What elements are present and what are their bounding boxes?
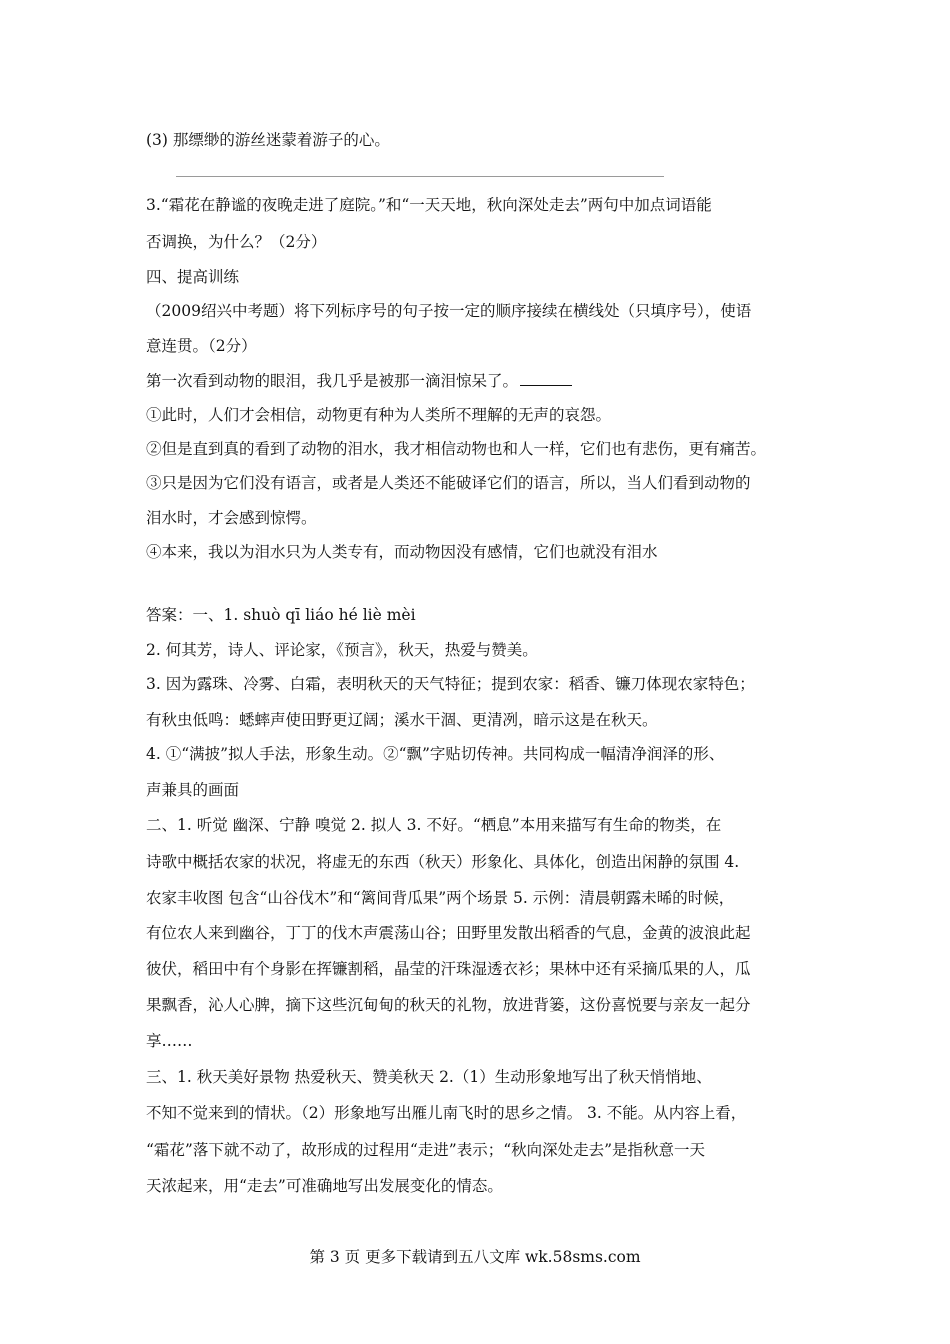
answer-key-part-1-line-2: 2. 何其芳，诗人、评论家，《预言》，秋天，热爱与赞美。: [146, 641, 538, 659]
section-heading-4: 四、提高训练: [146, 268, 240, 286]
page-footer: 第 3 页 更多下载请到五八文库 wk.58sms.com: [309, 1248, 641, 1266]
answer-key-part-2-line-7: 享……: [146, 1032, 193, 1050]
option-3-line-1: ③只是因为它们没有语言，或者是人类还不能破译它们的语言，所以，当人们看到动物的: [146, 474, 751, 492]
answer-key-part-2-line-3: 农家丰收图 包含“山谷伐木”和“篱间背瓜果”两个场景 5. 示例：清晨朝露未晞的时候，: [146, 889, 735, 907]
answer-key-part-2-line-6: 果飘香，沁人心脾，摘下这些沉甸甸的秋天的礼物，放进背篓，这份喜悦要与亲友一起分: [146, 996, 751, 1014]
exercise-instruction-line-1: （2009绍兴中考题）将下列标序号的句子按一定的顺序接续在横线处（只填序号），使语: [146, 302, 752, 320]
answer-key-part-1-line-6: 声兼具的画面: [146, 781, 240, 799]
answer-key-part-2-line-5: 彼伏，稻田中有个身影在挥镰割稻，晶莹的汗珠湿透衣衫；果林中还有采摘瓜果的人，瓜: [146, 960, 751, 978]
answer-key-part-3-line-4: 天浓起来，用“走去”可准确地写出发展变化的情态。: [146, 1177, 503, 1195]
answer-key-part-1-line-3: 3. 因为露珠、冷雾、白霜，表明秋天的天气特征；提到农家：稻香、镰刀体现农家特色；: [146, 675, 755, 693]
option-4: ④本来，我以为泪水只为人类专有，而动物因没有感情，它们也就没有泪水: [146, 543, 658, 561]
option-1: ①此时，人们才会相信，动物更有种为人类所不理解的无声的哀怨。: [146, 406, 612, 424]
answer-line-3: (3) 那缥缈的游丝迷蒙着游子的心。: [146, 131, 390, 149]
answer-key-part-1-line-1: 答案：一、1. shuò qī liáo hé liè mèi: [146, 606, 416, 624]
answer-underline: [176, 176, 664, 177]
answer-key-part-1-line-4: 有秋虫低鸣：蟋蟀声使田野更辽阔；溪水干涸、更清冽，暗示这是在秋天。: [146, 711, 658, 729]
option-2: ②但是直到真的看到了动物的泪水，我才相信动物也和人一样，它们也有悲伤，更有痛苦。: [146, 440, 767, 458]
exercise-lead-sentence: 第一次看到动物的眼泪，我几乎是被那一滴泪惊呆了。: [146, 371, 572, 391]
answer-key-part-3-line-3: “霜花”落下就不动了，故形成的过程用“走进”表示；“秋向深处走去”是指秋意一天: [146, 1141, 706, 1159]
answer-key-part-2-line-2: 诗歌中概括农家的状况，将虚无的东西（秋天）形象化、具体化，创造出闲静的氛围 4.: [146, 853, 740, 871]
answer-key-part-2-line-1: 二、1. 听觉 幽深、宁静 嗅觉 2. 拟人 3. 不好。“栖息”本用来描写有生命的物类，在: [146, 816, 722, 834]
option-3-line-2: 泪水时，才会感到惊愕。: [146, 509, 317, 527]
fill-blank[interactable]: [520, 371, 572, 386]
question-3-line-1: 3.“霜花在静谧的夜晚走进了庭院。”和“一天天地，秋向深处走去”两句中加点词语能: [146, 196, 712, 214]
answer-key-part-1-line-5: 4. ①“满披”拟人手法，形象生动。②“飘”字贴切传神。共同构成一幅清净润泽的形、: [146, 745, 725, 763]
answer-key-part-3-line-2: 不知不觉来到的情状。（2）形象地写出雁儿南飞时的思乡之情。 3. 不能。从内容上看，: [146, 1104, 747, 1122]
answer-key-part-3-line-1: 三、1. 秋天美好景物 热爱秋天、赞美秋天 2.（1）生动形象地写出了秋天悄悄地、: [146, 1068, 712, 1086]
question-3-line-2: 否调换，为什么？（2分）: [146, 233, 327, 251]
answer-key-part-2-line-4: 有位农人来到幽谷，丁丁的伐木声震荡山谷；田野里发散出稻香的气息，金黄的波浪此起: [146, 924, 751, 942]
exercise-instruction-line-2: 意连贯。（2分）: [146, 337, 257, 355]
